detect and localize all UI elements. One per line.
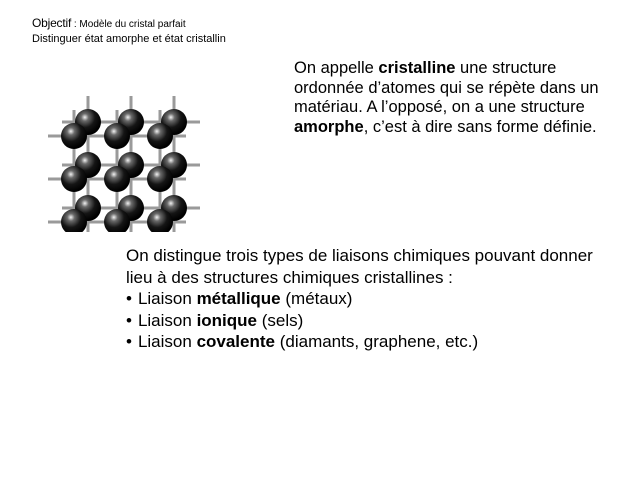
bond-suffix: (métaux): [280, 289, 353, 308]
bond-prefix: Liaison: [137, 310, 197, 330]
bond-item-ionic: [126, 310, 606, 332]
definition-text-2: une structure ordonnée d’atomes qui se répète dans un matériau. A l’opposé, on a une structure: [294, 59, 599, 116]
atom-sphere: [147, 166, 173, 192]
objective-line: [32, 16, 226, 32]
atom-sphere: [147, 123, 173, 149]
bond-prefix: Liaison: [137, 289, 197, 308]
crystal-definition: [294, 59, 614, 137]
term-cristalline: cristalline: [378, 59, 456, 77]
objective-text: : Modèle du cristal parfait: [71, 19, 186, 30]
objective-subtitle: Distinguer état amorphe et état cristallin: [32, 33, 226, 45]
definition-text-3: , c’est à dire sans forme définie.: [363, 117, 597, 136]
atom-sphere: [61, 123, 87, 149]
bond-types-intro: On distingue trois types de liaisons chimiques pouvant donner lieu à des structures chimiques cristallines :: [126, 246, 593, 287]
term-amorphe: amorphe: [294, 117, 364, 136]
bond-prefix: Liaison: [137, 332, 197, 351]
definition-text-1: On appelle: [294, 59, 379, 77]
bond-suffix: (sels): [257, 310, 304, 330]
bond-types-list: [126, 288, 606, 353]
bond-types-section: [126, 245, 606, 353]
bond-item-covalent: [126, 331, 606, 353]
atom-sphere: [104, 123, 130, 149]
objective-header: [32, 16, 226, 46]
atom-sphere: [61, 166, 87, 192]
crystal-lattice-image: [36, 62, 216, 232]
bond-term: ionique: [196, 310, 258, 330]
objective-label: Objectif: [32, 16, 72, 30]
bond-suffix: (diamants, graphene, etc.): [275, 332, 479, 351]
bond-term: métallique: [196, 289, 281, 308]
bond-term: covalente: [196, 332, 275, 351]
bond-item-metallic: [126, 288, 606, 310]
atom-sphere: [104, 166, 130, 192]
